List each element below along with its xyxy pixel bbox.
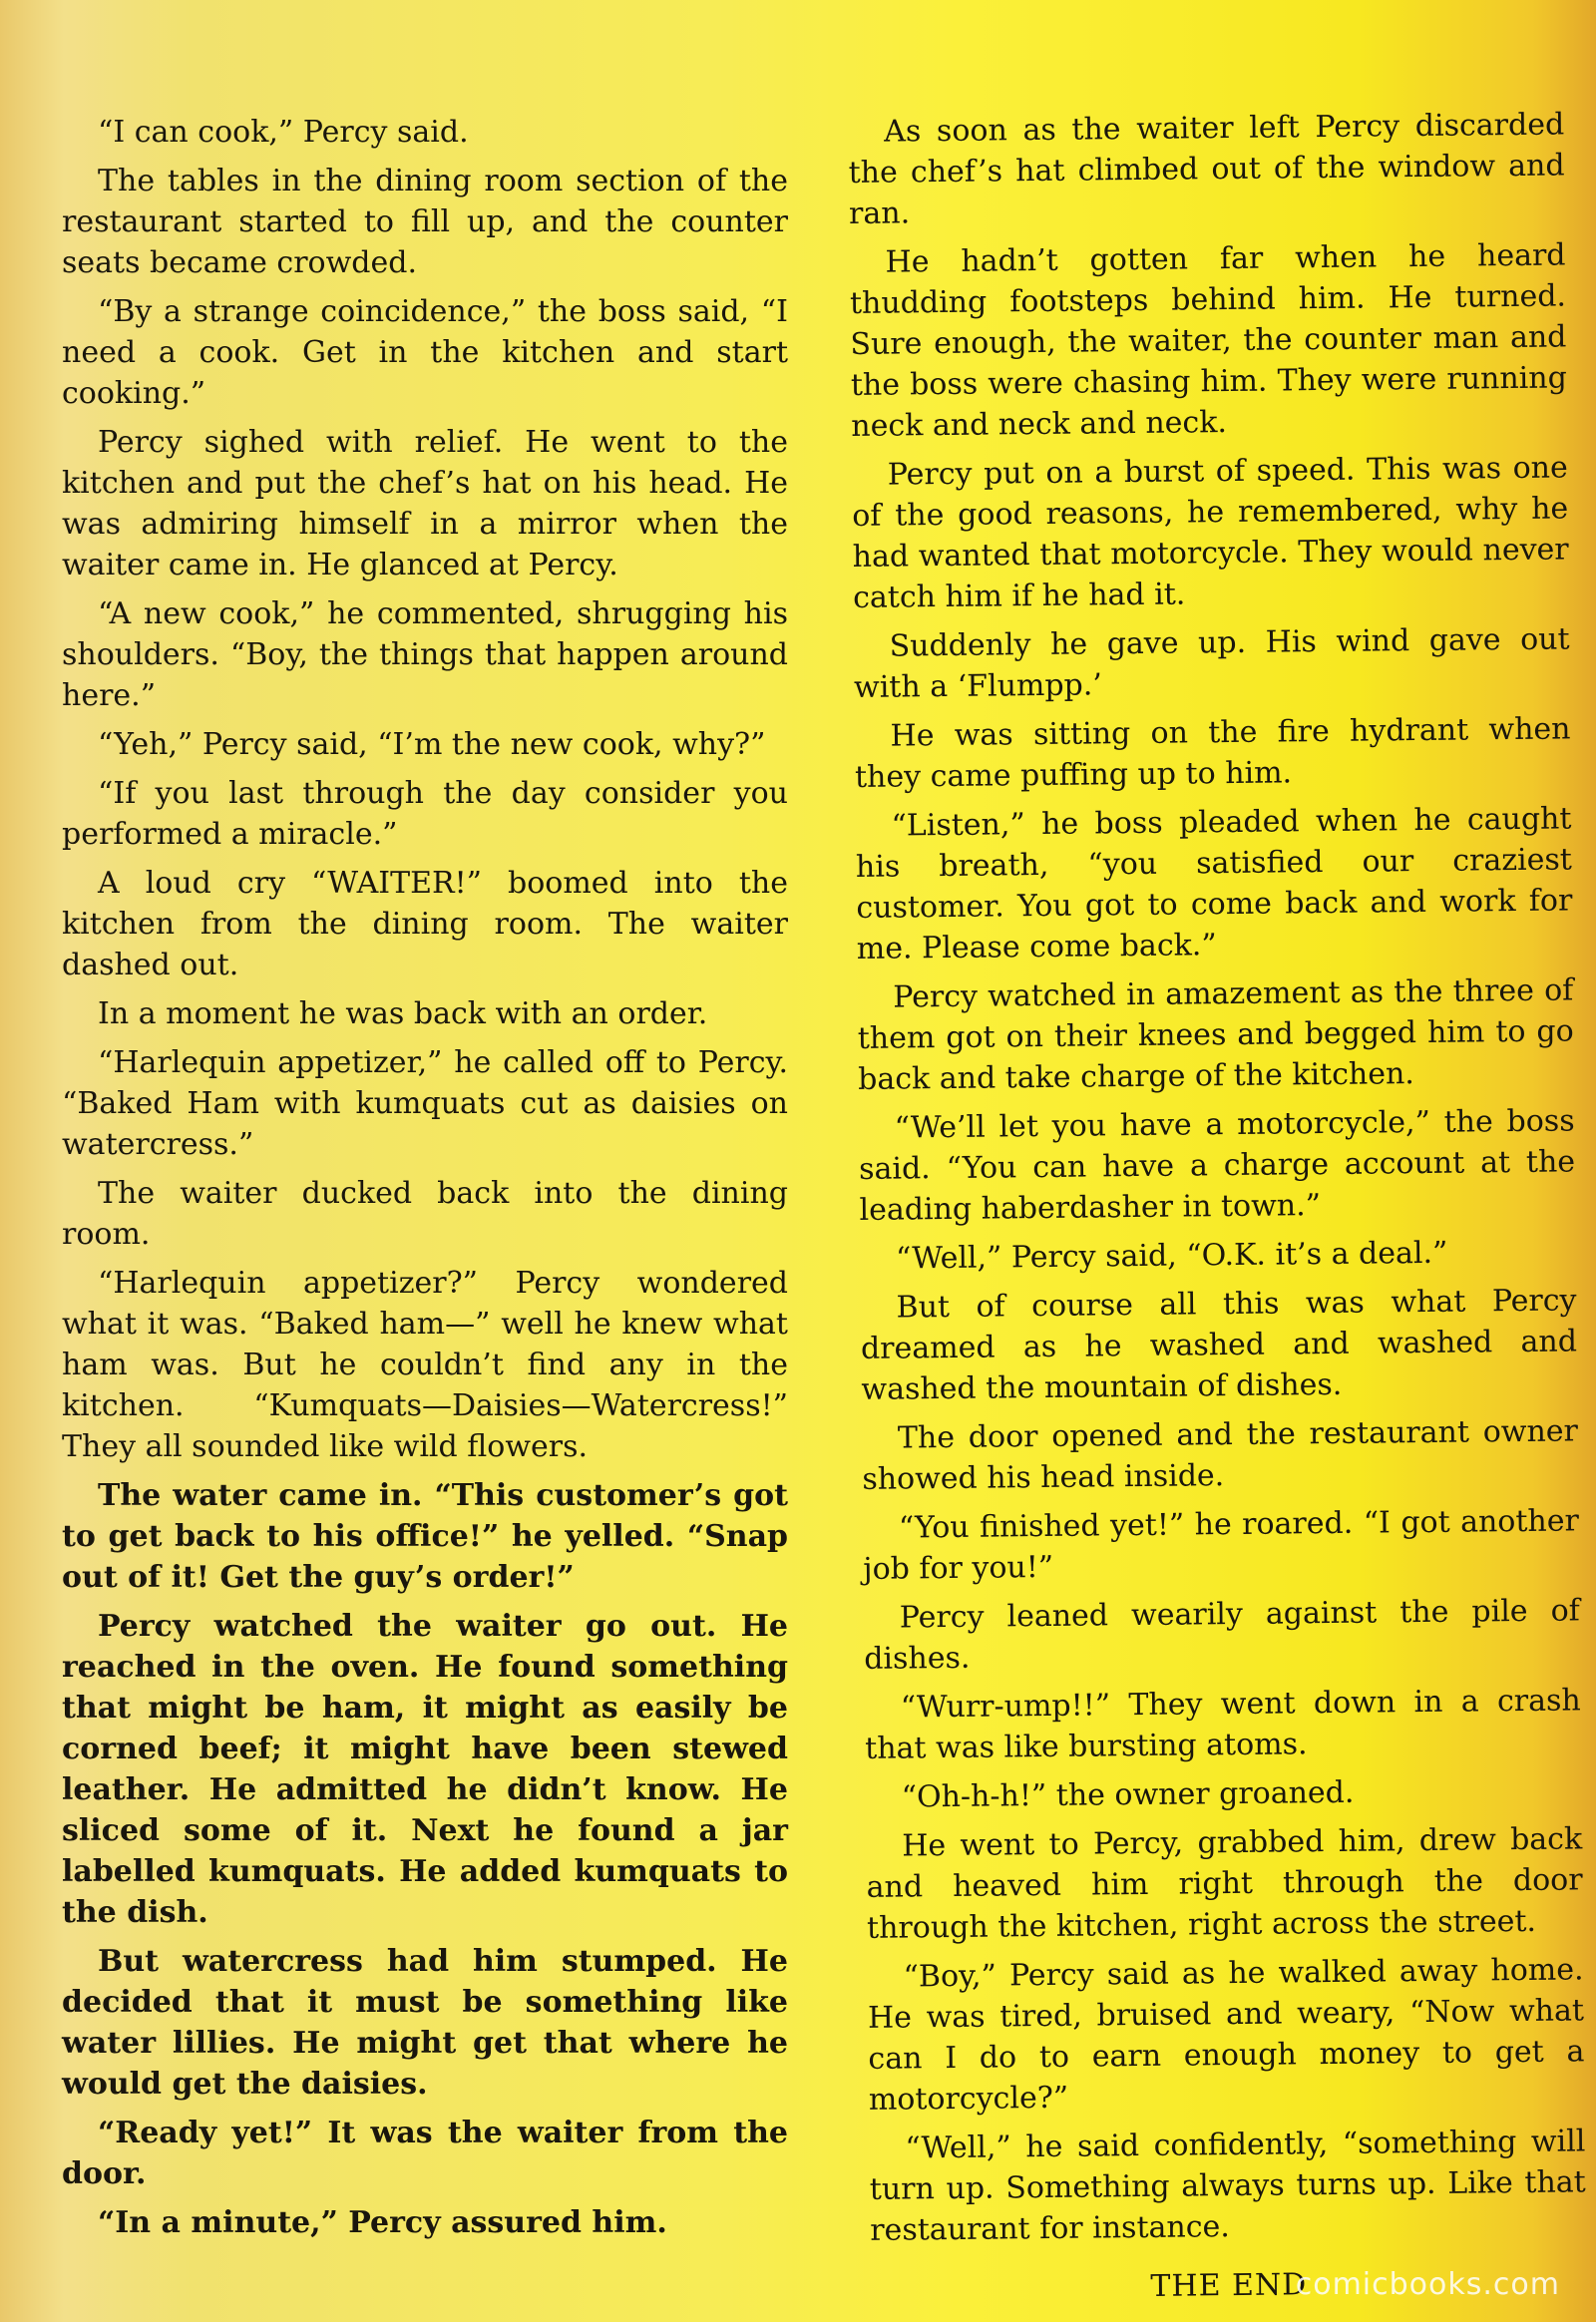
paragraph: “We’ll let you have a motorcycle,” the boss said. “You can have a charge account at the leading haberdasher in town.”	[858, 1103, 1576, 1228]
paragraph: The tables in the dining room section of the restaurant started to fill up, and the counter seats became crowded.	[62, 164, 788, 280]
paragraph: Percy watched the waiter go out. He reached in the oven. He found something that might be ham, it might as easily be corned beef; it might have been stewed leather. He admitted he didn’t know. He sliced some of it. Next he found a jar labelled kumquats. He added kumquats to the dish.	[62, 1609, 788, 1930]
paragraph: The waiter ducked back into the dining room.	[62, 1176, 788, 1252]
paragraph: “Well,” he said confidently, “something will turn up. Something always turns up. Like that restaurant for instance.	[869, 2124, 1586, 2248]
paragraph: Percy leaned wearily against the pile of dishes.	[864, 1593, 1580, 1677]
paragraph: A loud cry “WAITER!” boomed into the kitchen from the dining room. The waiter dashed out.	[62, 866, 788, 982]
paragraph: The water came in. “This customer’s got to get back to his office!” he yelled. “Snap out of it! Get the guy’s order!”	[62, 1478, 788, 1595]
paragraph: “Oh-h-h!” the owner groaned.	[901, 1774, 1355, 1815]
paragraph: As soon as the waiter left Percy discarded the chef’s hat climbed out of the window and ran.	[848, 107, 1565, 231]
paragraph: “I can cook,” Percy said.	[98, 115, 469, 150]
paragraph: “Listen,” he boss pleaded when he caught his breath, “you satisfied our craziest customer. You got to come back and work for me. Please come back.”	[855, 801, 1573, 967]
paragraph: “Wurr-ump!!” They went down in a crash that was like bursting atoms.	[865, 1683, 1581, 1766]
paragraph: Suddenly he gave up. His wind gave out with a ‘Flumpp.’	[853, 621, 1570, 705]
paragraph: He went to Percy, grabbed him, drew back and heaved him right through the door through the kitchen, right across the street.	[866, 1821, 1583, 1946]
paragraph: “In a minute,” Percy assured him.	[98, 2205, 667, 2240]
paragraph: He hadn’t gotten far when he heard thudding footsteps behind him. He turned. Sure enough, the waiter, the counter man and the boss were chasing him. They were running neck and neck and neck.	[849, 237, 1568, 444]
paragraph: Percy put on a burst of speed. This was one of the good reasons, he remembered, why he had wanted that motorcycle. They would never catch him if he had it.	[852, 450, 1569, 615]
paragraph: In a moment he was back with an order.	[98, 996, 708, 1031]
paragraph: “Ready yet!” It was the waiter from the door.	[62, 2116, 788, 2191]
paragraph: “Yeh,” Percy said, “I’m the new cook, why?”	[98, 727, 766, 762]
paragraph: The door opened and the restaurant owner showed his head inside.	[862, 1413, 1579, 1497]
the-end-label: THE END	[1150, 2267, 1308, 2304]
paragraph: “By a strange coincidence,” the boss said, “I need a cook. Get in the kitchen and start cooking.”	[62, 294, 788, 411]
paragraph: But of course all this was what Percy dreamed as he washed and washed and washed the mountain of dishes.	[860, 1283, 1578, 1407]
paragraph: “Well,” Percy said, “O.K. it’s a deal.”	[895, 1235, 1448, 1277]
paragraph: Percy watched in amazement as the three of them got on their knees and begged him to go back and take charge of the kitchen.	[857, 972, 1574, 1097]
right-text-column	[848, 104, 1587, 2317]
paragraph: “Harlequin appetizer,” he called off to Percy. “Baked Ham with kumquats cut as daisies on watercress.”	[62, 1045, 788, 1162]
left-text-column	[62, 112, 788, 2251]
paragraph: He was sitting on the fire hydrant when they came puffing up to him.	[854, 711, 1571, 795]
paragraph: “A new cook,” he commented, shrugging his shoulders. “Boy, the things that happen around here.”	[62, 596, 788, 713]
watermark: comicbooks.com	[1295, 2267, 1560, 2302]
paragraph: But watercress had him stumped. He decided that it must be something like water lillies. He might get that where he would get the daisies.	[62, 1944, 788, 2102]
paragraph: “If you last through the day consider you performed a miracle.”	[62, 776, 788, 852]
paragraph: “You finished yet!” he roared. “I got another job for you!”	[863, 1503, 1580, 1587]
paragraph: “Boy,” Percy said as he walked away home. He was tired, bruised and weary, “Now what can I do to earn enough money to get a motorcycle?”	[867, 1952, 1585, 2118]
paragraph: Percy sighed with relief. He went to the kitchen and put the chef’s hat on his head. He was admiring himself in a mirror when the waiter came in. He glanced at Percy.	[62, 425, 788, 582]
paragraph: “Harlequin appetizer?” Percy wondered what it was. “Baked ham—” well he knew what ham was. But he couldn’t find any in the kitchen. “Kumquats—Daisies—Watercress!” They all sounded like wild flowers.	[62, 1266, 788, 1464]
